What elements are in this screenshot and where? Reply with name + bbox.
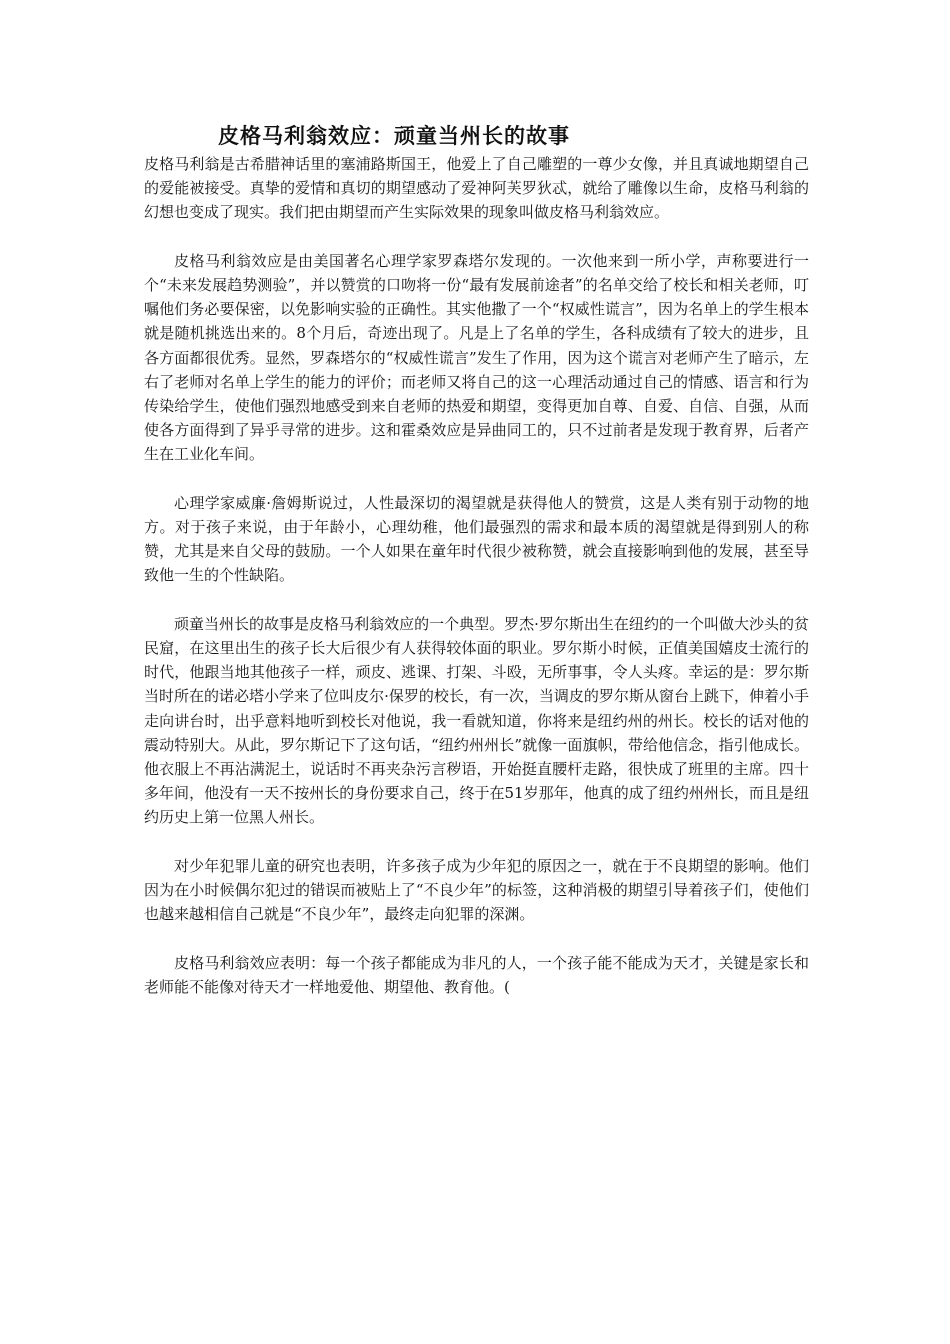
paragraph-gap [144,926,809,950]
paragraph-gap [144,225,809,249]
paragraph-myth: 皮格马利翁是古希腊神话里的塞浦路斯国王，他爱上了自己雕塑的一尊少女像，并且真诚地期望自己的爱能被接受。真挚的爱情和真切的期望感动了爱神阿芙罗狄忒，就给了雕像以生命，皮格马利翁的幻想也变成了现实。我们把由期望而产生实际效果的现象叫做皮格马利翁效应。 [144,155,809,222]
paragraph-william-james: 心理学家威廉·詹姆斯说过，人性最深切的渴望就是获得他人的赞赏，这是人类有别于动物的地方。对于孩子来说，由于年龄小，心理幼稚，他们最强烈的需求和最本质的渴望就是得到别人的称赞，尤其是来自父母的鼓励。一个人如果在童年时代很少被称赞，就会直接影响到他的发展，甚至导致他一生的个性缺陷。 [144,493,809,585]
paragraph-gap [144,830,809,854]
paragraph-juvenile-research: 对少年犯罪儿童的研究也表明，许多孩子成为少年犯的原因之一，就在于不良期望的影响。他们因为在小时候偶尔犯过的错误而被贴上了“不良少年”的标签，这种消极的期望引导着孩子们，使他们也越来越相信自己就是“不良少年”，最终走向犯罪的深渊。 [144,856,809,924]
document-title: 皮格马利翁效应：顽童当州长的故事 [218,124,570,148]
document-body [144,152,809,999]
paragraph-gap [144,467,809,491]
paragraph-rosenthal-experiment: 皮格马利翁效应是由美国著名心理学家罗森塔尔发现的。一次他来到一所小学，声称要进行一个“未来发展趋势测验”，并以赞赏的口吻将一份“最有发展前途者”的名单交给了校长和相关老师，叮嘱他们务必要保密，以免影响实验的正确性。其实他撒了一个“权威性谎言”，因为名单上的学生根本就是随机挑选出来的。8个月后，奇迹出现了。凡是上了名单的学生，各科成绩有了较大的进步，且各方面都很优秀。显然，罗森塔尔的“权威性谎言”发生了作用，因为这个谎言对老师产生了暗示，左右了老师对名单上学生的能力的评价；而老师又将自己的这一心理活动通过自己的情感、语言和行为传染给学生，使他们强烈地感受到来自老师的热爱和期望，变得更加自尊、自爱、自信、自强，从而使各方面得到了异乎寻常的进步。这和霍桑效应是异曲同工的，只不过前者是发现于教育界，后者产生在工业化车间。 [144,251,809,464]
paragraph-roger-rolls-story: 顽童当州长的故事是皮格马利翁效应的一个典型。罗杰·罗尔斯出生在纽约的一个叫做大沙头的贫民窟，在这里出生的孩子长大后很少有人获得较体面的职业。罗尔斯小时候，正值美国嬉皮士流行的时代，他跟当地其他孩子一样，顽皮、逃课、打架、斗殴，无所事事，令人头疼。幸运的是：罗尔斯当时所在的诺必塔小学来了位叫皮尔·保罗的校长，有一次，当调皮的罗尔斯从窗台上跳下，伸着小手走向讲台时，出乎意料地听到校长对他说，我一看就知道，你将来是纽约州的州长。校长的话对他的震动特别大。从此，罗尔斯记下了这句话，“纽约州州长”就像一面旗帜，带给他信念，指引他成长。他衣服上不再沾满泥土，说话时不再夹杂污言秽语，开始挺直腰杆走路，很快成了班里的主席。四十多年间，他没有一天不按州长的身份要求自己，终于在51岁那年，他真的成了纽约州州长，而且是纽约历史上第一位黑人州长。 [144,614,809,827]
paragraph-gap [144,588,809,612]
paragraph-conclusion: 皮格马利翁效应表明：每一个孩子都能成为非凡的人，一个孩子能不能成为天才，关键是家长和老师能不能像对待天才一样地爱他、期望他、教育他。( [144,953,809,996]
